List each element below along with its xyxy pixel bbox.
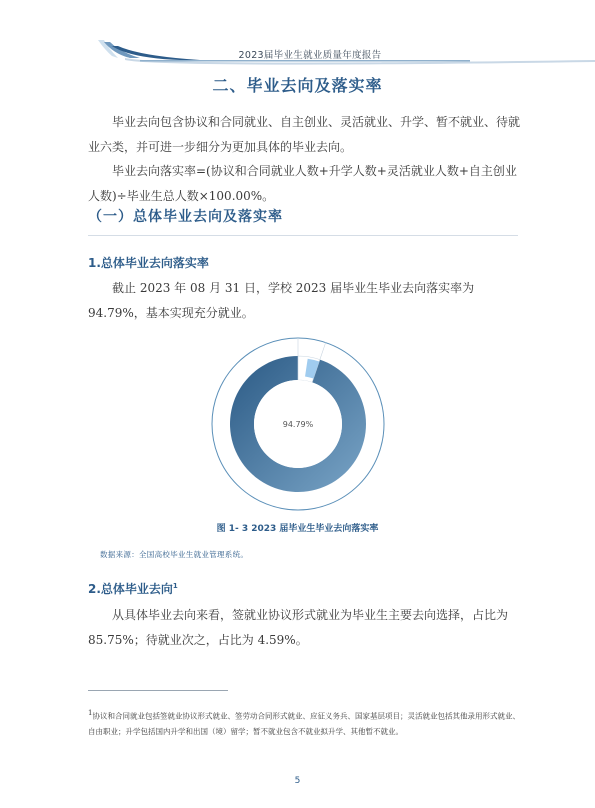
part1-title: 1.总体毕业去向落实率 bbox=[88, 256, 209, 270]
intro-paragraph-1: 毕业去向包含协议和合同就业、自主创业、灵活就业、升学、暂不就业、待就业六类，并可进一步细分为更加具体的毕业去向。 bbox=[88, 115, 521, 154]
figure-caption: 图 1- 3 2023 届毕业生毕业去向落实率 bbox=[216, 524, 379, 534]
part1-paragraph: 截止 2023 年 08 月 31 日，学校 2023 届毕业生毕业去向落实率为 94.79%，基本实现充分就业。 bbox=[88, 281, 475, 320]
donut-center-label: 94.79% bbox=[282, 420, 314, 429]
section-title: 二、毕业去向及落实率 bbox=[212, 76, 383, 95]
part2-title bbox=[88, 580, 178, 597]
intro-paragraph-2: 毕业去向落实率=(协议和合同就业人数+升学人数+灵活就业人数+自主创业人数)÷毕业生总人数×100.00%。 bbox=[88, 164, 517, 203]
footnote-mark: 1 bbox=[88, 709, 93, 717]
subsection-title: （一）总体毕业去向及落实率 bbox=[88, 209, 283, 225]
footnote bbox=[88, 706, 526, 739]
footnote-text: 协议和合同就业包括签就业协议形式就业、签劳动合同形式就业、应征义务兵、国家基层项目；灵活就业包括其他录用形式就业、自由职业；升学包括国内升学和出国（境）留学；暂不就业包含不就业拟升学、其他暂不就业。 bbox=[88, 711, 520, 736]
footnote-divider bbox=[88, 690, 228, 691]
header-title: 2023届毕业生就业质量年度报告 bbox=[238, 50, 382, 61]
part2-paragraph: 从具体毕业去向来看，签就业协议形式就业为毕业生主要去向选择，占比为 85.75%；待就业次之，占比为 4.59%。 bbox=[88, 608, 509, 647]
data-source-note: 数据来源：全国高校毕业生就业管理系统。 bbox=[100, 550, 249, 559]
donut-guide-line-1 bbox=[320, 343, 326, 360]
footnote-reference[interactable]: 1 bbox=[172, 582, 178, 590]
page-number: 5 bbox=[294, 776, 301, 786]
part2-title-text: 2.总体毕业去向 bbox=[88, 582, 173, 596]
placement-rate-donut-chart bbox=[210, 336, 386, 512]
subsection-divider bbox=[88, 235, 518, 236]
